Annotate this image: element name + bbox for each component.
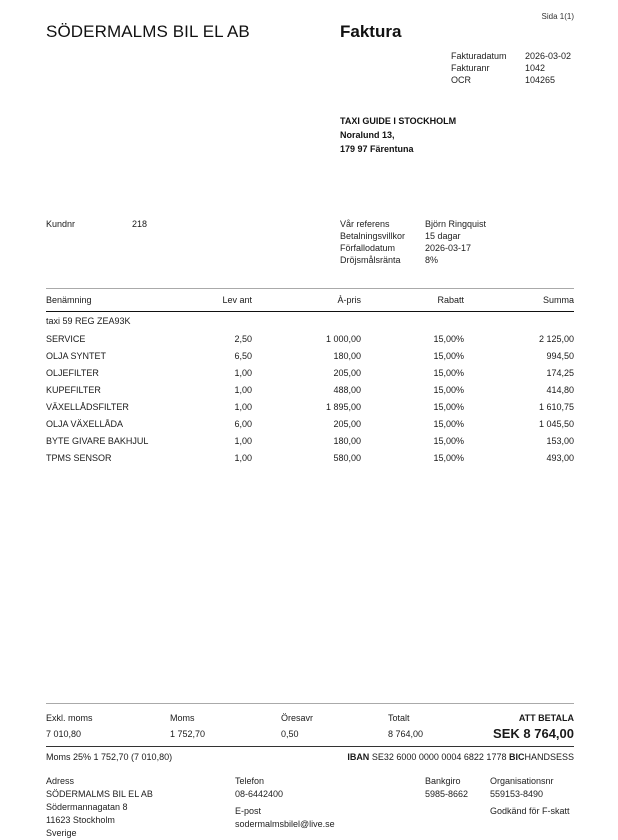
item-discount: 15,00% bbox=[433, 367, 464, 378]
amount-due bbox=[478, 710, 574, 742]
payment-terms-value: 15 dagar bbox=[425, 231, 461, 241]
late-interest-value: 8% bbox=[425, 255, 439, 265]
org-number-label: Organisationsnr bbox=[490, 776, 554, 786]
table-row bbox=[46, 381, 574, 398]
item-discount: 15,00% bbox=[433, 435, 464, 446]
item-unit-price: 205,00 bbox=[333, 367, 361, 378]
company-name: SÖDERMALMS BIL EL AB bbox=[46, 22, 250, 41]
item-quantity: 1,00 bbox=[234, 401, 252, 412]
invoice-number-label: Fakturanr bbox=[451, 63, 490, 73]
address-line: Sverige bbox=[46, 828, 77, 838]
total bbox=[388, 710, 478, 742]
late-interest-label: Dröjsmålsränta bbox=[340, 255, 401, 265]
item-description: OLJA VÄXELLÅDA bbox=[46, 418, 124, 429]
item-unit-price: 205,00 bbox=[333, 418, 361, 429]
footer-address bbox=[46, 775, 153, 840]
table-body bbox=[46, 330, 574, 466]
item-unit-price: 180,00 bbox=[333, 350, 361, 361]
payment-references bbox=[340, 219, 486, 265]
item-discount: 15,00% bbox=[433, 418, 464, 429]
invoice-items-table bbox=[46, 288, 574, 466]
item-quantity: 6,50 bbox=[234, 350, 252, 361]
page-number: Sida 1(1) bbox=[541, 12, 574, 21]
excl-vat bbox=[46, 710, 170, 742]
customer-number-value: 218 bbox=[132, 219, 148, 229]
item-unit-price: 1 000,00 bbox=[325, 333, 361, 344]
column-header-sum: Summa bbox=[542, 295, 574, 305]
footer-contact bbox=[235, 775, 335, 831]
item-unit-price: 180,00 bbox=[333, 435, 361, 446]
item-description: OLJA SYNTET bbox=[46, 350, 107, 361]
item-description: SERVICE bbox=[46, 333, 86, 344]
address-line: SÖDERMALMS BIL EL AB bbox=[46, 789, 153, 799]
item-sum: 153,00 bbox=[546, 435, 574, 446]
email-label: E-post bbox=[235, 806, 262, 816]
vat bbox=[170, 710, 281, 742]
item-quantity: 6,00 bbox=[234, 418, 252, 429]
item-quantity: 1,00 bbox=[234, 384, 252, 395]
iban-label: IBAN bbox=[347, 752, 370, 762]
item-discount: 15,00% bbox=[433, 452, 464, 463]
item-sum: 994,50 bbox=[546, 350, 574, 361]
due-date-label: Förfallodatum bbox=[340, 243, 396, 253]
org-number-value: 559153-8490 bbox=[490, 789, 544, 799]
ocr-label: OCR bbox=[451, 75, 471, 85]
email-value: sodermalmsbilel@live.se bbox=[235, 819, 335, 829]
recipient-address bbox=[340, 114, 456, 156]
table-row bbox=[46, 415, 574, 432]
item-sum: 2 125,00 bbox=[538, 333, 574, 344]
payment-terms-label: Betalningsvillkor bbox=[340, 231, 406, 241]
column-header-unit-price: À-pris bbox=[337, 295, 361, 305]
item-quantity: 1,00 bbox=[234, 367, 252, 378]
item-description: KUPEFILTER bbox=[46, 384, 101, 395]
column-header-quantity: Lev ant bbox=[222, 295, 252, 305]
invoice-date-value: 2026-03-02 bbox=[525, 51, 572, 61]
iban-value: SE32 6000 0000 0004 6822 1778 bbox=[371, 752, 507, 762]
footer-bankgiro bbox=[425, 775, 468, 801]
ocr-value: 104265 bbox=[525, 75, 556, 85]
reference-value: Björn Ringquist bbox=[425, 219, 487, 229]
total-label: Totalt bbox=[388, 713, 410, 723]
item-group-title: taxi 59 REG ZEA93K bbox=[46, 316, 131, 326]
address-label: Adress bbox=[46, 776, 75, 786]
column-header-discount: Rabatt bbox=[437, 295, 464, 305]
rounding-value: 0,50 bbox=[281, 729, 299, 739]
due-date-value: 2026-03-17 bbox=[425, 243, 472, 253]
vat-summary: Moms 25% 1 752,70 (7 010,80) bbox=[46, 752, 173, 762]
excl-vat-value: 7 010,80 bbox=[46, 729, 82, 739]
amount-due-label: ATT BETALA bbox=[518, 713, 574, 723]
recipient-name: TAXI GUIDE I STOCKHOLM bbox=[340, 116, 457, 126]
item-quantity: 2,50 bbox=[234, 333, 252, 344]
address-line: 11623 Stockholm bbox=[46, 815, 115, 825]
table-row bbox=[46, 398, 574, 415]
item-quantity: 1,00 bbox=[234, 452, 252, 463]
item-description: BYTE GIVARE BAKHJUL bbox=[46, 435, 149, 446]
invoice-meta bbox=[451, 51, 571, 85]
bankgiro-value: 5985-8662 bbox=[425, 789, 469, 799]
vat-summary-line bbox=[46, 746, 574, 762]
item-sum: 1 045,50 bbox=[538, 418, 574, 429]
table-row bbox=[46, 449, 574, 466]
phone-value: 08-6442400 bbox=[235, 789, 284, 799]
customer-number bbox=[46, 219, 147, 229]
amount-due-value: SEK 8 764,00 bbox=[493, 726, 574, 741]
bic-value: HANDSESS bbox=[524, 752, 574, 762]
item-discount: 15,00% bbox=[433, 384, 464, 395]
item-unit-price: 1 895,00 bbox=[325, 401, 361, 412]
item-sum: 174,25 bbox=[546, 367, 574, 378]
total-value: 8 764,00 bbox=[388, 729, 424, 739]
document-title: Faktura bbox=[340, 22, 402, 41]
item-unit-price: 580,00 bbox=[333, 452, 361, 463]
f-tax-approval: Godkänd för F-skatt bbox=[490, 806, 570, 816]
item-description: VÄXELLÅDSFILTER bbox=[46, 401, 129, 412]
item-discount: 15,00% bbox=[433, 350, 464, 361]
phone-label: Telefon bbox=[235, 776, 265, 786]
rounding-label: Öresavr bbox=[281, 713, 314, 723]
rounding bbox=[281, 710, 388, 742]
recipient-city: 179 97 Färentuna bbox=[340, 144, 414, 154]
invoice-date-label: Fakturadatum bbox=[451, 51, 507, 61]
item-discount: 15,00% bbox=[433, 401, 464, 412]
item-discount: 15,00% bbox=[433, 333, 464, 344]
vat-value: 1 752,70 bbox=[170, 729, 206, 739]
item-description: OLJEFILTER bbox=[46, 367, 99, 378]
item-unit-price: 488,00 bbox=[333, 384, 361, 395]
excl-vat-label: Exkl. moms bbox=[46, 713, 93, 723]
bank-details bbox=[347, 752, 574, 762]
bic-label: BIC bbox=[508, 752, 525, 762]
item-description: TPMS SENSOR bbox=[46, 452, 112, 463]
vat-label: Moms bbox=[170, 713, 195, 723]
invoice-number-value: 1042 bbox=[525, 63, 546, 73]
table-row bbox=[46, 330, 574, 347]
footer-org bbox=[490, 775, 570, 818]
table-header bbox=[46, 288, 574, 312]
column-header-description: Benämning bbox=[46, 295, 92, 305]
item-sum: 414,80 bbox=[546, 384, 574, 395]
customer-number-label: Kundnr bbox=[46, 219, 76, 229]
address-line: Södermannagatan 8 bbox=[46, 802, 128, 812]
reference-label: Vår referens bbox=[340, 219, 390, 229]
totals-section bbox=[46, 703, 574, 762]
item-sum: 493,00 bbox=[546, 452, 574, 463]
item-quantity: 1,00 bbox=[234, 435, 252, 446]
table-row bbox=[46, 347, 574, 364]
bankgiro-label: Bankgiro bbox=[425, 776, 461, 786]
table-row bbox=[46, 364, 574, 381]
recipient-street: Noralund 13, bbox=[340, 130, 395, 140]
item-sum: 1 610,75 bbox=[538, 401, 574, 412]
table-row bbox=[46, 432, 574, 449]
